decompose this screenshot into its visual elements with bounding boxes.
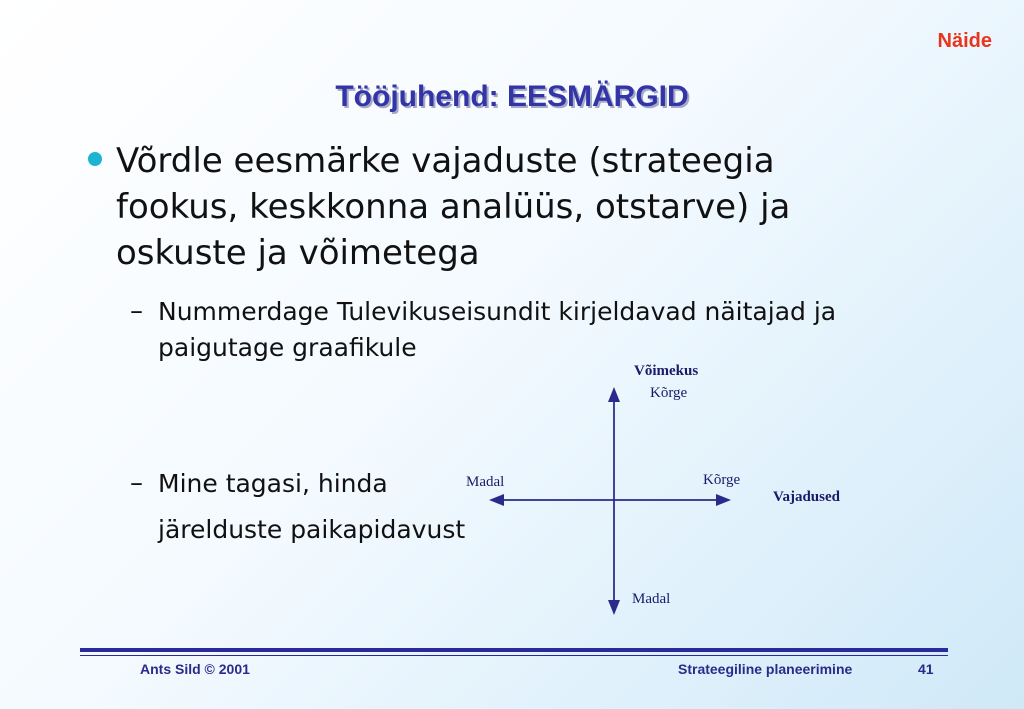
page-number: 41: [918, 661, 934, 677]
x-axis-low-label: Madal: [466, 474, 505, 490]
y-axis-high-label: Kõrge: [650, 385, 688, 401]
y-axis-low-label: Madal: [632, 591, 671, 607]
main-bullet-text: Võrdle eesmärke vajaduste (strateegia fookus, keskkonna analüüs, otstarve) ja oskuste ja võimetega: [116, 141, 791, 273]
footer-author: Ants Sild © 2001: [140, 661, 250, 677]
sub-bullet-2-cont: järelduste paikapidavust: [158, 515, 466, 544]
footer-rule-thin: [80, 655, 948, 656]
corner-label: Näide: [937, 30, 992, 52]
y-axis-title: Võimekus: [634, 363, 699, 379]
sub-bullet-1: Nummerdage Tulevikuseisundit kirjeldavad näitajad ja paigutage graafikule: [158, 297, 837, 362]
dash-icon: –: [130, 296, 143, 326]
x-axis-high-label: Kõrge: [703, 472, 741, 488]
sub-bullet-2: Mine tagasi, hinda: [158, 469, 388, 498]
slide-title: Tööjuhend: EESMÄRGID: [335, 80, 689, 113]
dash-icon: –: [130, 468, 143, 498]
footer-rule-thick: [80, 648, 948, 652]
x-axis-title: Vajadused: [773, 489, 840, 505]
footer-course: Strateegiline planeerimine: [678, 661, 853, 677]
